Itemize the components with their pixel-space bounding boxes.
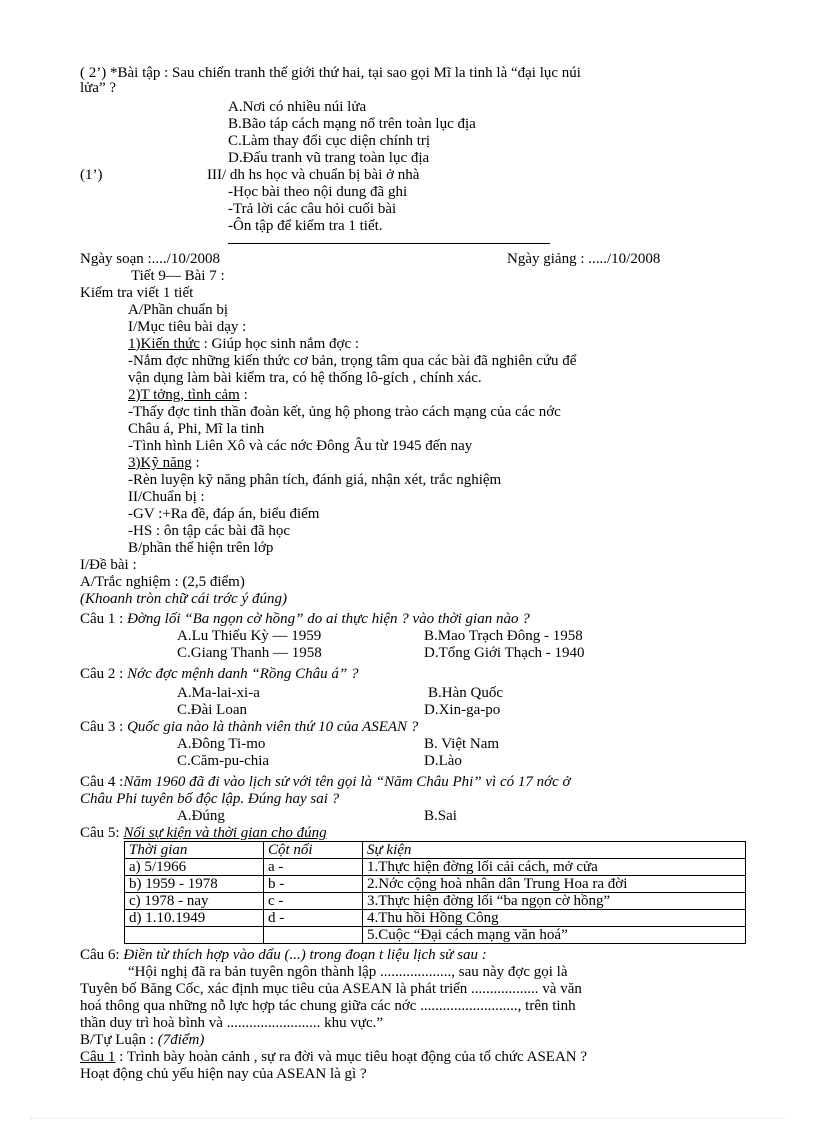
exercise-option-d: D.Đấu tranh vũ trang toàn lục địa [228, 150, 430, 166]
page-title: Kiểm tra viết 1 tiết [80, 285, 194, 301]
time-label: (1’) [80, 167, 103, 183]
table-cell: 2.Nớc cộng hoà nhân dân Trung Hoa ra đời [363, 876, 746, 893]
table-header: Sự kiện [363, 842, 746, 859]
question-5: Câu 5: Nối sự kiện và thời gian cho đúng [80, 825, 327, 841]
divider-line [228, 243, 550, 244]
question-2: Câu 2 : Nớc đợc mệnh danh “Rồng Châu á” ? [80, 666, 359, 682]
attitude-line: Châu á, Phi, Mĩ la tinh [128, 421, 265, 437]
exercise-option-a: A.Nơi có nhiều núi lửa [228, 99, 367, 115]
q1-option-b: B.Mao Trạch Đông - 1958 [424, 628, 583, 644]
exercise-line-2: lửa” ? [80, 80, 117, 96]
q6-passage-line: thần duy trì hoà bình và ......................... khu vực.” [80, 1015, 384, 1031]
table-cell: c - [264, 893, 363, 910]
q1-option-a: A.Lu Thiếu Kỳ — 1959 [177, 628, 322, 644]
q2-option-b: B.Hàn Quốc [428, 685, 503, 701]
knowledge-line: -Nắm đợc những kiến thức cơ bản, trọng tâm qua các bài đã nghiên cứu để [128, 353, 577, 369]
q1-option-c: C.Giang Thanh — 1958 [177, 645, 322, 661]
table-cell: c) 1978 - nay [125, 893, 264, 910]
section-objectives: I/Mục tiêu bài dạy : [128, 319, 247, 335]
table-cell: 1.Thực hiện đờng lối cải cách, mở cửa [363, 859, 746, 876]
table-cell [264, 927, 363, 944]
exercise-option-b: B.Bão táp cách mạng nổ trên toàn lục địa [228, 116, 476, 132]
q4-option-a: A.Đúng [177, 808, 225, 824]
student-prep: -HS : ôn tập các bài đã học [128, 523, 291, 539]
table-header: Cột nối [264, 842, 363, 859]
q4-option-b: B.Sai [424, 808, 457, 824]
knowledge-heading: 1)Kiến thức : Giúp học sinh nắm đợc : [128, 336, 360, 352]
exam-heading: I/Đề bài : [80, 557, 137, 573]
table-row [125, 876, 746, 893]
table-cell [125, 927, 264, 944]
essay-question: Câu 1 : Trình bày hoàn cảnh , sự ra đời và mục tiêu hoạt động của tổ chức ASEAN ? [80, 1049, 588, 1065]
teacher-prep: -GV :+Ra đề, đáp án, biểu điểm [128, 506, 320, 522]
attitude-heading: 2)T tởng, tình cảm : [128, 387, 248, 403]
tiet-label: Tiết 9— Bài 7 : [131, 268, 225, 284]
table-cell: 3.Thực hiện đờng lối “ba ngọn cờ hồng” [363, 893, 746, 910]
table-row [125, 927, 746, 944]
table-cell: a - [264, 859, 363, 876]
multiple-choice-note: (Khoanh tròn chữ cái trớc ý đúng) [80, 591, 287, 607]
q6-passage-line: Tuyên bố Băng Cốc, xác định mục tiêu của ASEAN là phát triển .................. và văn [80, 981, 582, 997]
exercise-option-c: C.Làm thay đổi cục diện chính trị [228, 133, 431, 149]
section-preparation: II/Chuẩn bị : [128, 489, 205, 505]
table-header-row [125, 842, 746, 859]
essay-question-cont: Hoạt động chủ yếu hiện nay của ASEAN là gì ? [80, 1066, 367, 1082]
question-4-cont: Châu Phi tuyên bố độc lập. Đúng hay sai ? [80, 791, 340, 807]
section-class: B/phần thể hiện trên lớp [128, 540, 274, 556]
homework-item: -Học bài theo nội dung đã ghi [228, 184, 408, 200]
ngay-giang: Ngày giảng : ...../10/2008 [507, 251, 661, 267]
q6-passage-line: hoá thông qua những nỗ lực hợp tác chung giữa các nớc .........................., trên tinh [80, 998, 576, 1014]
q1-option-d: D.Tổng Giới Thạch - 1940 [424, 645, 585, 661]
table-row [125, 859, 746, 876]
essay-heading: B/Tự Luận : (7điểm) [80, 1032, 205, 1048]
table-cell: b) 1959 - 1978 [125, 876, 264, 893]
knowledge-line: vận dụng làm bài kiểm tra, có hệ thống lô-gích , chính xác. [128, 370, 482, 386]
matching-table [124, 841, 746, 944]
question-1: Câu 1 : Đờng lối “Ba ngọn cờ hồng” do ai thực hiện ? vào thời gian nào ? [80, 611, 530, 627]
section-prep: A/Phần chuẩn bị [128, 302, 228, 318]
q2-option-a: A.Ma-lai-xi-a [177, 685, 260, 701]
q3-option-b: B. Việt Nam [424, 736, 500, 752]
table-cell: b - [264, 876, 363, 893]
homework-item: -Trả lời các câu hỏi cuối bài [228, 201, 397, 217]
q3-option-a: A.Đông Ti-mo [177, 736, 266, 752]
q3-option-d: D.Lào [424, 753, 462, 769]
table-row [125, 893, 746, 910]
table-cell: 4.Thu hồi Hồng Công [363, 910, 746, 927]
multiple-choice-heading: A/Trắc nghiệm : (2,5 điểm) [80, 574, 245, 590]
table-row [125, 910, 746, 927]
table-header: Thời gian [125, 842, 264, 859]
skills-heading: 3)Kỹ năng : [128, 455, 200, 471]
table-cell: a) 5/1966 [125, 859, 264, 876]
question-4: Câu 4 :Năm 1960 đã đi vào lịch sử với tên gọi là “Năm Châu Phi” vì có 17 nớc ở [80, 774, 571, 790]
homework-title: III/ dh hs học và chuẩn bị bài ở nhà [207, 167, 420, 183]
q6-passage-line: “Hội nghị đã ra bản tuyên ngôn thành lập ..................., sau này đợc gọi là [128, 964, 568, 980]
table-cell: d - [264, 910, 363, 927]
q2-option-c: C.Đài Loan [177, 702, 247, 718]
ngay-soan: Ngày soạn :..../10/2008 [80, 251, 220, 267]
question-6: Câu 6: Điền từ thích hợp vào dấu (...) trong đoạn t liệu lịch sử sau : [80, 947, 487, 963]
skills-line: -Rèn luyện kỹ năng phân tích, đánh giá, nhận xét, trắc nghiệm [128, 472, 502, 488]
attitude-line: -Tình hình Liên Xô và các nớc Đông Âu từ 1945 đến nay [128, 438, 473, 454]
table-cell: d) 1.10.1949 [125, 910, 264, 927]
exercise-line-1: ( 2’) *Bài tập : Sau chiến tranh thế giới thứ hai, tại sao gọi Mĩ la tinh là “đại lục núi [80, 65, 581, 81]
table-cell: 5.Cuộc “Đại cách mạng văn hoá” [363, 927, 746, 944]
question-3: Câu 3 : Quốc gia nào là thành viên thứ 10 của ASEAN ? [80, 719, 419, 735]
homework-item: -Ôn tập để kiểm tra 1 tiết. [228, 218, 383, 234]
q3-option-c: C.Căm-pu-chia [177, 753, 270, 769]
attitude-line: -Thấy đợc tinh thần đoàn kết, ủng hộ phong trào cách mạng của các nớc [128, 404, 561, 420]
page-bottom-divider [30, 1118, 786, 1119]
q2-option-d: D.Xin-ga-po [424, 702, 501, 718]
